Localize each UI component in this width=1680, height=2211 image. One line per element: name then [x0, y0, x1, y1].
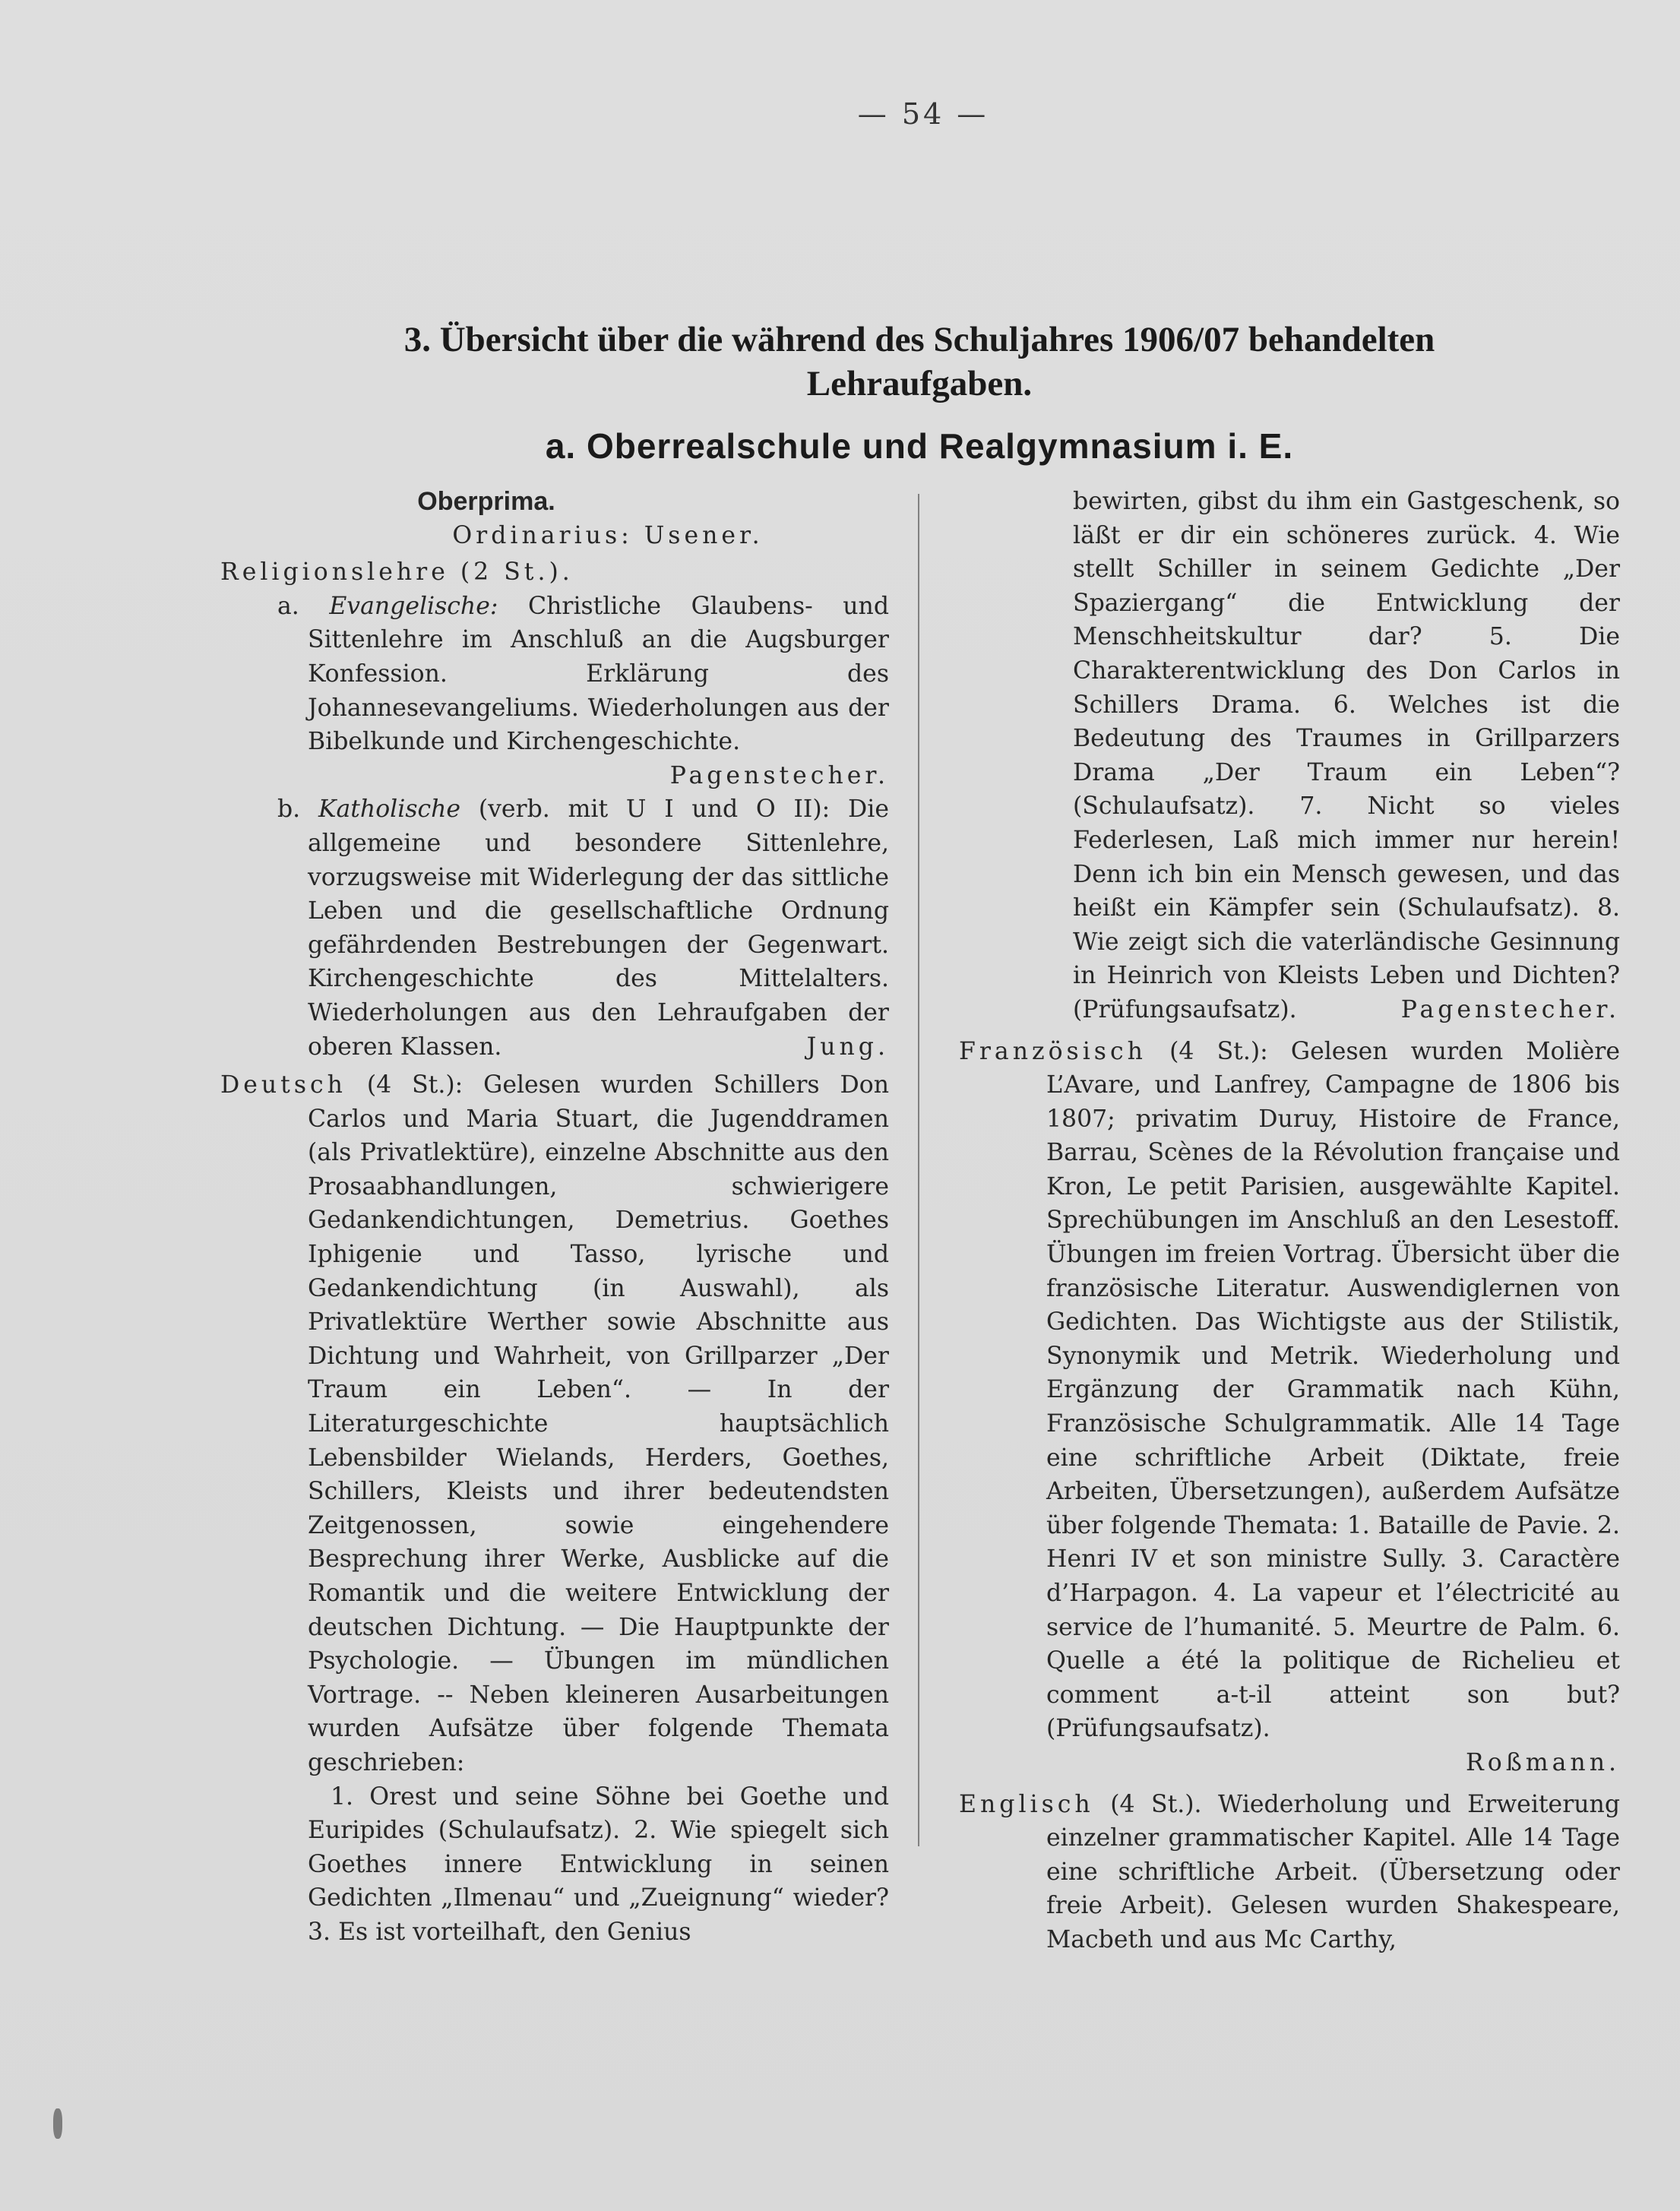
left-column	[220, 485, 889, 1950]
ink-smudge	[53, 2108, 62, 2139]
religion-a-title: Evangelische:	[329, 592, 498, 620]
religion-b-title: Katholische	[318, 796, 461, 824]
religion-b-teacher: Jung.	[806, 1033, 889, 1061]
deutsch-themes: 1. Orest und seine Söhne bei Goethe und Euripides (Schulaufsatz). 2. Wie spiegelt sich Goethes innere Entwicklung in seinen Gedichten „Ilmenau“ und „Zueignung“ wieder? 3. Es ist vorteilhaft, den Genius	[308, 1782, 889, 1946]
franzoesisch-teacher: Roßmann.	[1466, 1748, 1620, 1776]
section-heading-line1: 3. Übersicht über die während des Schuljahres 1906/07 behandelten	[403, 320, 1435, 359]
religion-a-label: a.	[277, 592, 299, 620]
section-heading-line2: Lehraufgaben.	[806, 364, 1033, 403]
franzoesisch-heading: Französisch	[959, 1037, 1147, 1065]
englisch-text: (4 St.). Wiederholung und Erweiterung einzelner grammatischer Kapitel. Alle 14 Tage eine schriftliche Arbeit. (Übersetzung oder freie Arbeit). Gelesen wurden Shakespeare, Macbeth und aus Mc Carthy,	[1046, 1790, 1620, 1953]
school-subheading: a. Oberrealschule und Realgymnasium i. E.	[545, 426, 1294, 466]
religion-heading: Religionslehre (2 St.).	[220, 558, 574, 587]
religion-b-label: b.	[277, 796, 301, 824]
deutsch-section	[220, 1068, 890, 1779]
franzoesisch-text: (4 St.): Gelesen wurden Molière L’Avare, und Lanfrey, Campagne de 1806 bis 1807; privatim Duruy, Histoire de France, Barrau, Scènes de la Révolution française und Kron, Le petit Parisien, ausgewählte Kapitel. Sprechübungen im Anschluß an den Lesestoff. Übungen im freien Vortrag. Übersicht über die französische Literatur. Auswendiglernen von Gedichten. Das Wichtigste aus der Stilistik, Synonymik und Metrik. Wiederholung und Ergänzung der Grammatik nach Kühn, Französische Schulgrammatik. Alle 14 Tage eine schriftliche Arbeit (Diktate, freie Arbeiten, Übersetzungen), außerdem Aufsätze über folgende Themata: 1. Bataille de Pavie. 2. Henri IV et son ministre Sully. 3. Caractère d’Harpagon. 4. La vapeur et l’électricité au service de l’humanité. 5. Meurtre de Palm. 6. Quelle a été la politique de Richelieu et comment a-t-il atteint son but? (Prüfungsaufsatz).	[1046, 1037, 1621, 1743]
religion-b-text: (verb. mit U I und O II): Die allgemeine und besondere Sittenlehre, vorzugsweise mit Widerlegung der das sittliche Leben und die gesellschaftliche Ordnung gefährdenden Bestrebungen der Gegenwart. Kirchengeschichte des Mittelalters. Wiederholungen aus den Lehraufgaben der oberen Klassen.	[308, 796, 890, 1061]
deutsch-heading: Deutsch	[220, 1071, 346, 1099]
englisch-heading: Englisch	[959, 1790, 1094, 1818]
deutsch-themes-continued: bewirten, gibst du ihm ein Gastgeschenk, so läßt er dir ein schöneres zurück. 4. Wie stellt Schiller in seinem Gedichte „Der Spaziergang“ die Entwicklung der Menschheitskultur dar? 5. Die Charakterentwicklung des Don Carlos in Schillers Drama. 6. Welches ist die Bedeutung des Traumes in Grillparzers Drama „Der Traum ein Leben“? (Schulaufsatz). 7. Nicht so vieles Federlesen, Laß mich immer nur herein! Denn ich bin ein Mensch gewesen, und das heißt ein Kämpfer sein (Schulaufsatz). 8. Wie zeigt sich die vaterländische Gesinnung in Heinrich von Kleists Leben und Dichten? (Prüfungsaufsatz).	[1073, 488, 1620, 1023]
religion-evangelical	[277, 590, 890, 759]
right-column	[959, 485, 1620, 1957]
page-number: — 54 —	[857, 97, 989, 131]
religion-a-teacher: Pagenstecher.	[669, 761, 889, 789]
englisch-section	[959, 1788, 1620, 1957]
ordinarius-line: Ordinarius: Usener.	[452, 521, 764, 549]
deutsch-text: (4 St.): Gelesen wurden Schillers Don Carlos und Maria Stuart, die Jugenddramen (als Privatlektüre), einzelne Abschnitte aus den Prosaabhandlungen, schwierigere Gedankendichtungen, Demetrius. Goethes Iphigenie und Tasso, lyrische und Gedankendichtung (in Auswahl), als Privatlektüre Werther sowie Abschnitte aus Dichtung und Wahrheit, von Grillparzer „Der Traum ein Leben“. — In der Literaturgeschichte hauptsächlich Lebensbilder Wielands, Herders, Goethes, Schillers, Kleists und ihrer bedeutendsten Zeitgenossen, sowie eingehendere Besprechung ihrer Werke, Ausblicke auf die Romantik und die weitere Entwicklung der deutschen Dichtung. — Die Hauptpunkte der Psychologie. — Übungen im mündlichen Vortrage. -- Neben kleineren Ausarbeitungen wurden Aufsätze über folgende Themata geschrieben:	[308, 1071, 890, 1776]
religion-a-text: Christliche Glaubens- und Sittenlehre im Anschluß an die Augsburger Konfession. Erklärung des Johannesevangeliums. Wiederholungen aus der Bibelkunde und Kirchengeschichte.	[308, 592, 890, 756]
religion-catholic	[277, 792, 890, 1064]
section-heading	[228, 318, 1611, 406]
deutsch-teacher: Pagenstecher.	[1400, 995, 1620, 1023]
franzoesisch-section	[959, 1035, 1621, 1746]
column-divider	[918, 494, 919, 1846]
class-title: Oberprima.	[417, 487, 555, 516]
